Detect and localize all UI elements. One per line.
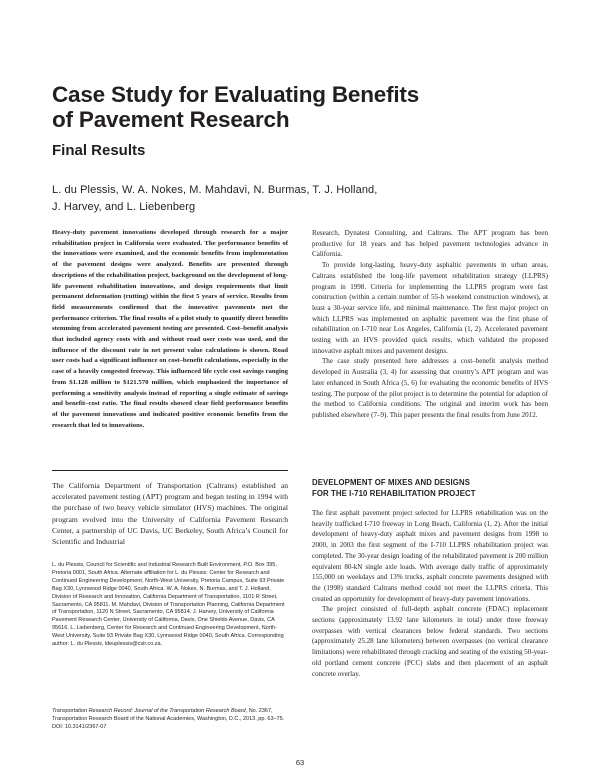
introduction-paragraph: The California Department of Transportation (Caltrans) established an accelerated pavement testing (APT) program and began testing in 1994 with the purchase of two heavy vehicle simulator (HVS) machines. The original program evolved into the University of California Pavement Research Center, a partnership of UC Davis, UC Berkeley, South Africa’s Council for Scientific and Industrial (52, 481, 288, 547)
author-line-2: J. Harvey, and L. Liebenberg (52, 201, 196, 213)
title-line-2: of Pavement Research (52, 107, 290, 132)
section-heading-line-1: DEVELOPMENT OF MIXES AND DESIGNS (312, 478, 470, 487)
journal-details: No. 2367, Transportation Research Board of the National Academies, Washington, D.C., 2013, pp. 63–75. (52, 708, 285, 722)
author-list (52, 182, 552, 216)
paper-subtitle: Final Results (52, 142, 146, 159)
paragraph-case-study: The case study presented here addresses a cost–benefit analysis method developed in Australia (3, 4) for assessing that country’s APT program and was later enhanced in South Africa (5, 6) for evaluating the economic benefits of HVS testing. The purpose of the pilot project is to determine the potential for adaption of the method to California conditions. The original and interim work has been published elsewhere (7–9). This paper presents the final results from June 2012. (312, 357, 548, 419)
author-affiliations: L. du Plessis, Council for Scientific and Industrial Research Built Environment, P.O. Box 395, Pretoria 0001, South Africa. Alternate affiliation for L. du Plessis: Center for Research and Continued Engineering Development, North-West University, Pretoria Campus, Suite 93 Private Bag X30, Lynnwood Ridge 0040, South Africa. W. A. Nokes, N. Burmas, and T. J. Holland, Division of Research and Innovation, California Department of Transportation, 1101 R Street, Sacramento, CA 95811. M. Mahdavi, Division of Transportation Planning, California Department of Transportation, 1120 N Street, Sacramento, CA 95814. J. Harvey, University of California Pavement Research Center, University of California, Davis, One Shields Avenue, Davis, CA 95616. L. Liebenberg, Center for Research and Continued Engineering Development, North-West University, Suite 93 Private Bag X30, Lynnwood Ridge 0040, South Africa. Corresponding author: L. du Plessis, ldeuplessis@csir.co.za. (52, 562, 285, 648)
journal-citation (52, 708, 288, 732)
right-column-body (312, 228, 548, 421)
title-block (52, 82, 552, 159)
section-heading-line-2: FOR THE I-710 REHABILITATION PROJECT (312, 488, 476, 498)
section-heading (312, 478, 548, 499)
paper-title (52, 82, 552, 132)
doi: DOI: 10.3141/2367-07 (52, 723, 107, 730)
page-number: 63 (295, 758, 305, 767)
abstract: Heavy-duty pavement innovations developed through research for a major rehabilitation project in California were evaluated. The performance benefits of the innovations were examined, and the economic benefits from implementation of the pavement designs were analyzed. Benefits are presented through descriptions of the rehabilitation project, background on the development of long-life pavement rehabilitation innovations, and design requirements that limit permanent deformation (rutting) within the first 5 years of service. Results from field measurements confirmed that the innovative pavements met the performance criterion. The final results of a pilot study to quantify direct benefits stemming from accelerated pavement testing are presented. Cost–benefit analysis that included agency costs with and without road user costs was used, and the influence of the discount rate in net present value calculations is shown. Road user costs had a significant influence on cost–benefit calculations, especially in the case of a heavily congested freeway. This influenced life cycle cost savings ranging from $1.128 million to $121.570 million, which emphasized the importance of performing a sensitivity analysis instead of reporting a single estimate of savings and benefit–cost ratio. The final results showed clear field performance benefits of the pavement innovations and indicated positive economic benefits from the research that led to innovations. (52, 229, 288, 429)
paragraph-llprs: To provide long-lasting, heavy-duty asphaltic pavements in urban areas, Caltrans established the long-life pavement rehabilitation strategy (LLPRS) program in 1998. Criteria for implementing the LLPRS program were fast construction (within a certain number of 55-h weekend construction windows), at least a 30-year service life, and minimal maintenance. The first major project on which LLPRS was implemented on asphaltic pavement was the first phase of rehabilitation on I-710 near Los Angeles, California (1, 2). Accelerated pavement testing with an HVS provided quick results, which validated the proposed innovative asphalt mixes and pavement designs. (312, 261, 548, 355)
section-body (312, 508, 548, 679)
journal-name: Transportation Research Record: Journal of the Transportation Research Board, (52, 708, 248, 714)
paragraph-first-project: The first asphalt pavement project selected for LLPRS rehabilitation was on the heavily trafficked I-710 freeway in Long Beach, California (1, 2). After the initial development of heavy-duty asphalt mixes and pavement designs from 1998 to 2000, in 2003 the first segment of the I-710 LLPRS rehabilitation project was completed. The 30-year design loading of the rehabilitated pavement is 200 million equivalent 80-kN single axle loads. With average daily traffic of approximately 155,000 on weekdays and 13% trucks, asphalt concrete pavements designed with the (1998) standard Caltrans method could not meet the LLPRS criteria. This created an opportunity for development of heavy-duty pavement innovations. (312, 509, 548, 603)
abstract-divider (52, 470, 288, 471)
paragraph-project-sections: The project consisted of full-depth asphalt concrete (FDAC) replacement sections (approximately 13.92 lane kilometers in total) under three freeway overpasses with vertical clearances below federal standards. Two sections (approximately 25.28 lane kilometers) between overpasses (no vertical clearance limitations) were rehabilitated through cracking and seating of the existing 50-year-old portland cement concrete (PCC) slabs and then placement of an asphalt concrete overlay. (312, 605, 548, 678)
author-line-1: L. du Plessis, W. A. Nokes, M. Mahdavi, N. Burmas, T. J. Holland, (52, 184, 378, 196)
title-line-1: Case Study for Evaluating Benefits (52, 82, 420, 107)
paragraph-continuation: Research, Dynatest Consulting, and Caltrans. The APT program has been productive for 18 years and has helped pavement technologies advance in California. (312, 229, 548, 259)
